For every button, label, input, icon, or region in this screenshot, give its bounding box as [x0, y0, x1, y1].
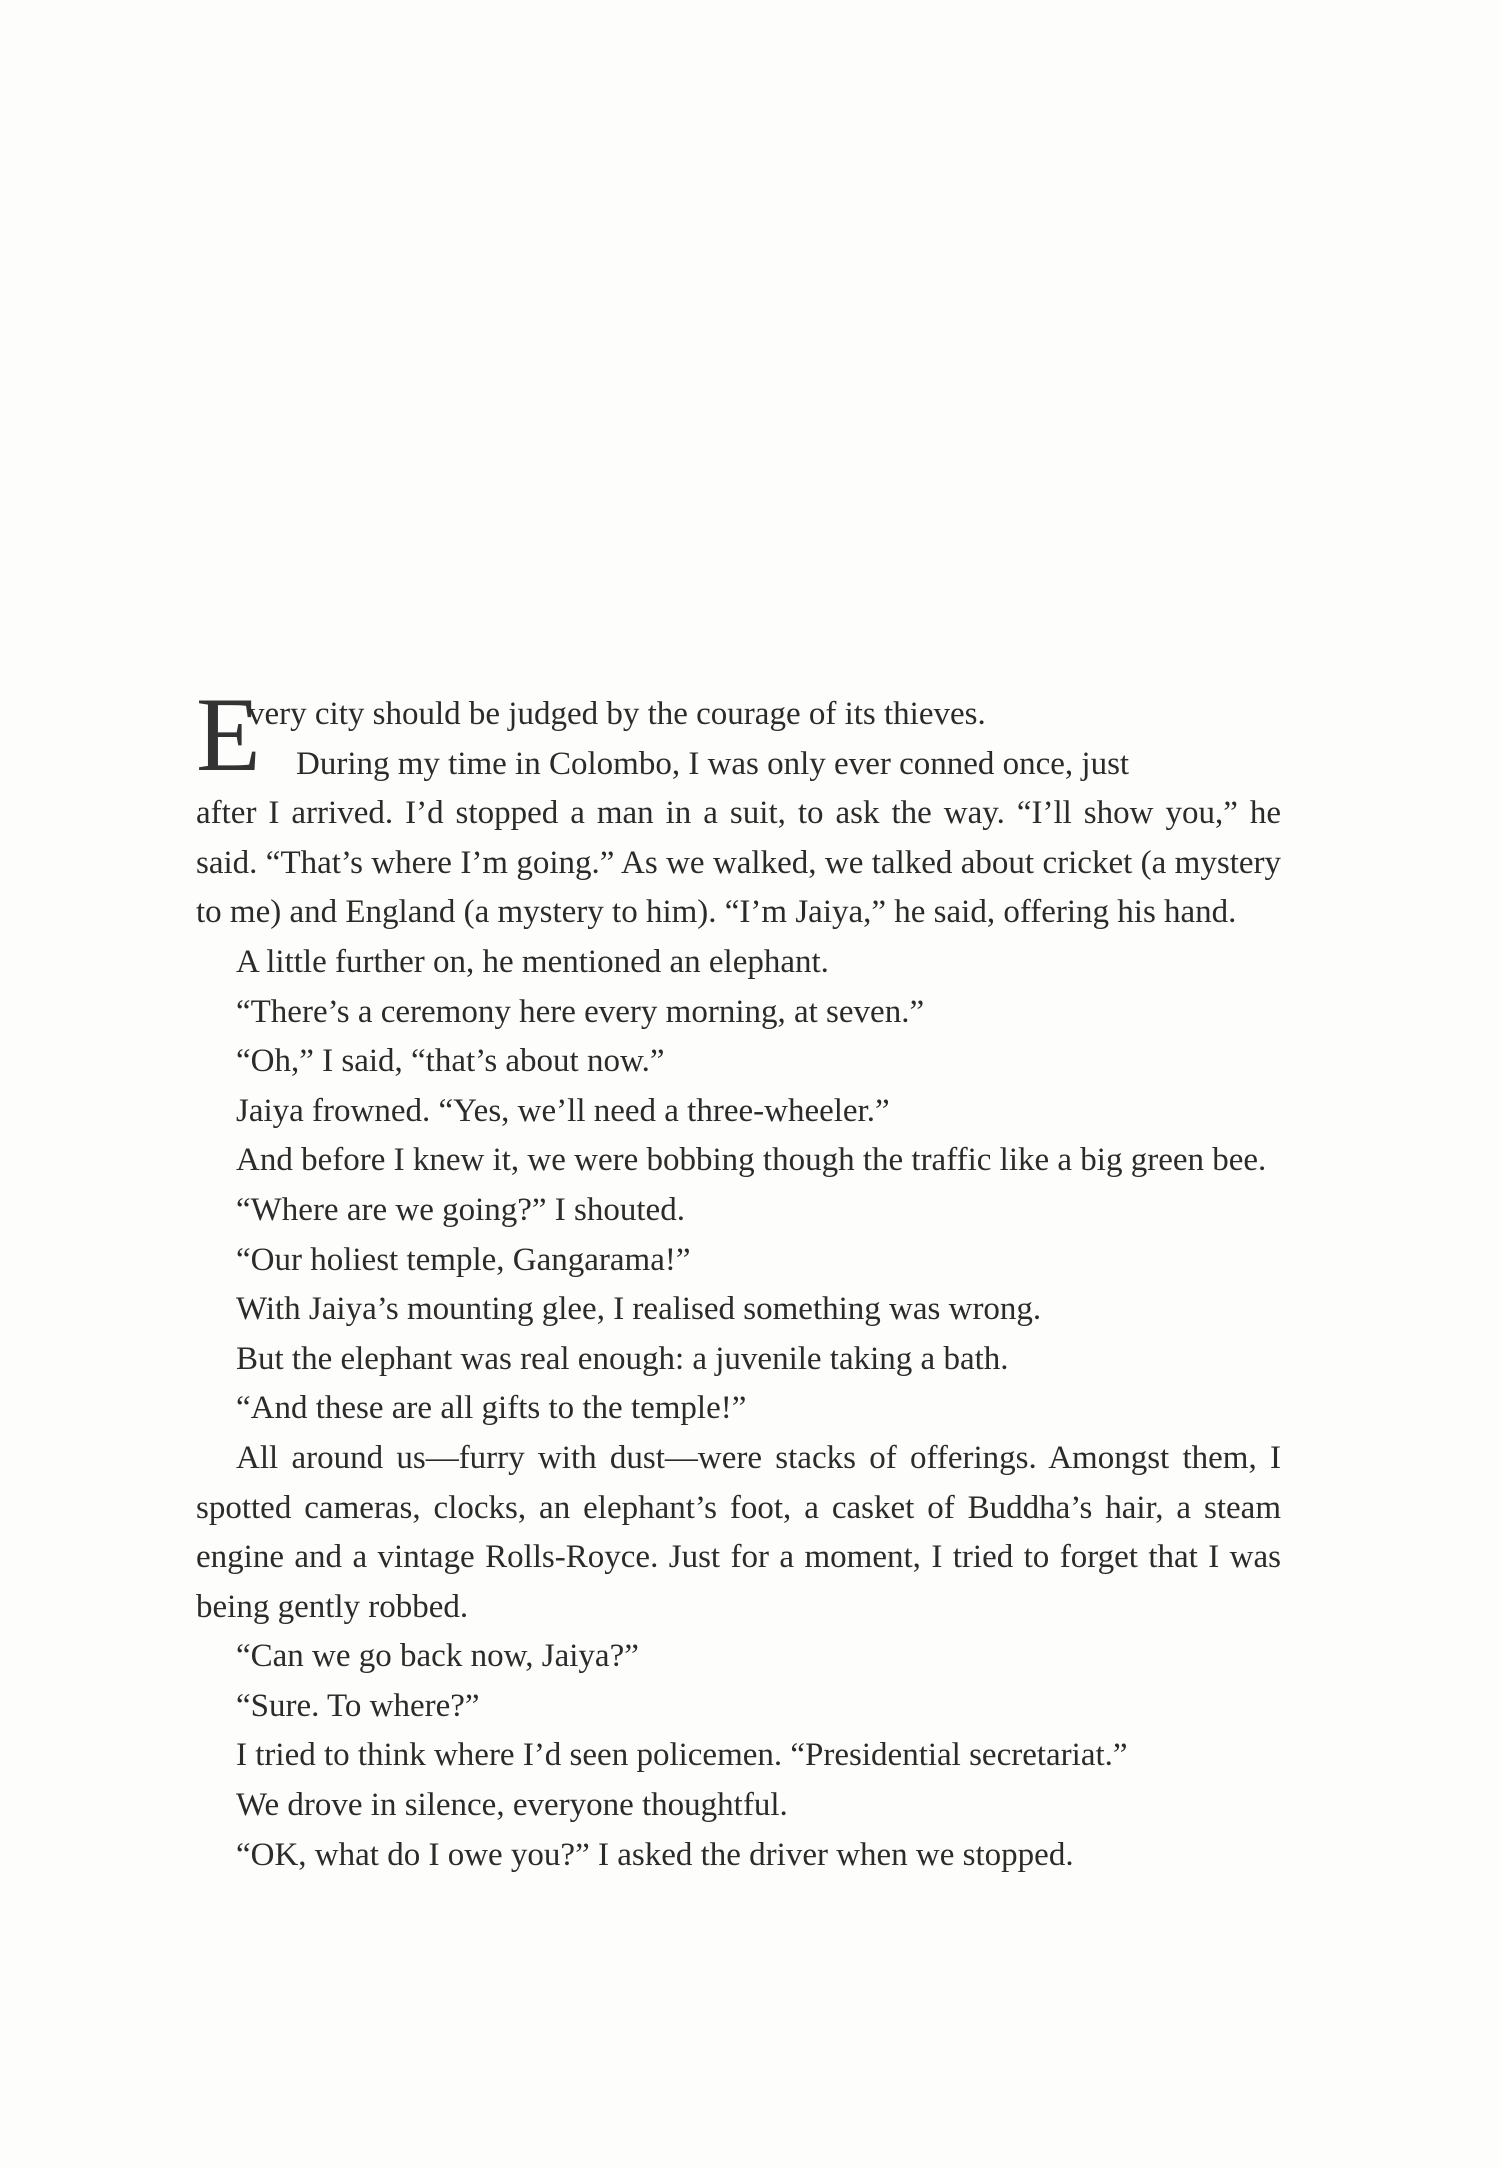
paragraph: And before I knew it, we were bobbing though the traffic like a big green bee.	[236, 1142, 1267, 1179]
paragraph: But the elephant was real enough: a juvenile taking a bath.	[236, 1340, 1009, 1377]
paragraph: “Our holiest temple, Gangarama!”	[236, 1241, 691, 1278]
drop-cap: E	[196, 676, 261, 793]
opening-line: very city should be judged by the courage of its thieves.	[248, 696, 986, 732]
paragraph: “OK, what do I owe you?” I asked the driver when we stopped.	[236, 1836, 1074, 1873]
paragraph: “Where are we going?” I shouted.	[236, 1191, 685, 1228]
paragraph: We drove in silence, everyone thoughtful.	[236, 1787, 788, 1824]
paragraph: “There’s a ceremony here every morning, at seven.”	[236, 993, 925, 1030]
paragraph: “Oh,” I said, “that’s about now.”	[236, 1043, 665, 1080]
paragraph: All around us—furry with dust—were stacks of offerings. Amongst them, I spotted cameras, clocks, an elephant’s foot, a casket of Buddha’s hair, a steam engine and a vintage Rolls-Royce. Just for a moment, I tried to forget that I was being gently robbed.	[196, 1439, 1281, 1625]
first-paragraph-line-1: During my time in Colombo, I was only ever conned once, just	[296, 745, 1130, 782]
opening-paragraph	[196, 676, 1281, 938]
paragraph: “Sure. To where?”	[236, 1687, 480, 1724]
chapter-text	[196, 676, 1281, 1880]
paragraph: “Can we go back now, Jaiya?”	[236, 1638, 639, 1675]
paragraph: With Jaiya’s mounting glee, I realised something was wrong.	[236, 1291, 1042, 1328]
paragraph: A little further on, he mentioned an elephant.	[236, 943, 829, 980]
first-paragraph-rest: after I arrived. I’d stopped a man in a suit, to ask the way. “I’ll show you,” he said. “That’s where I’m going.” As we walked, we talked about cricket (a mystery to me) and England (a mystery to him). “I’m Jaiya,” he said, offering his hand.	[196, 795, 1281, 931]
paragraph: Jaiya frowned. “Yes, we’ll need a three-wheeler.”	[236, 1092, 890, 1129]
paragraph: “And these are all gifts to the temple!”	[236, 1390, 747, 1427]
paragraph: I tried to think where I’d seen policemen. “Presidential secretariat.”	[236, 1737, 1128, 1774]
